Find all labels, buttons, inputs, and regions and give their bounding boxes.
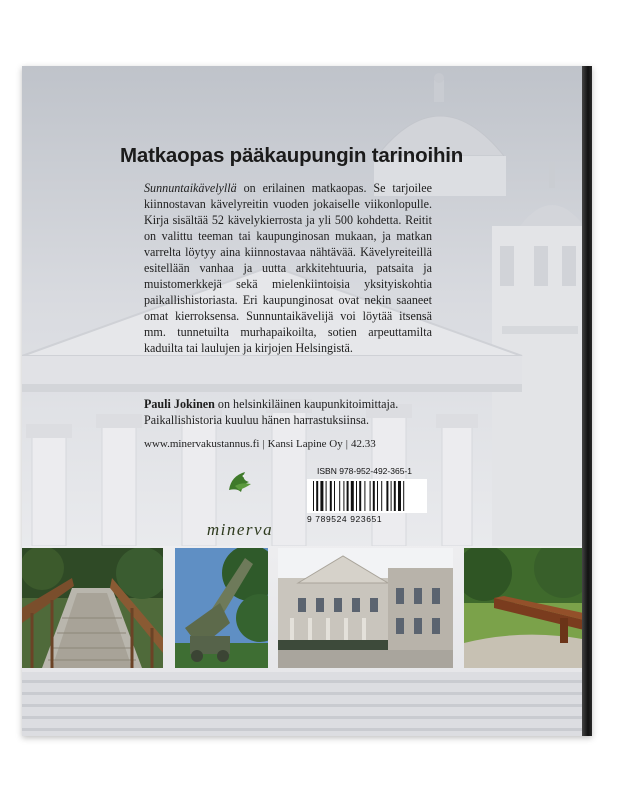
separator: |	[345, 438, 348, 450]
headline: Matkaopas pääkaupungin tarinoihin	[120, 144, 464, 167]
author-name: Pauli Jokinen	[144, 397, 215, 411]
isbn-label: ISBN 978-952-492-365-1	[317, 466, 412, 476]
separator: |	[262, 438, 265, 450]
rusted-steel-sculpture-photo	[464, 548, 588, 668]
neoclassical-building-photo	[278, 548, 453, 668]
book-spine-edge	[582, 66, 592, 736]
cover-credit: Kansi Lapine Oy	[267, 438, 343, 450]
description-text: on erilainen matkaopas. Se tarjoilee kiinnostavan kävelyreitin vuoden jokaiselle viikonlopulle. Kirja sisältää 52 kävelykierrosta ja yli 500 kohdetta. Reitit on valittu teeman tai kaupunginosan mukaan, ja matkan varrelta löytyy aina kiinnostavaa nähtävää. Kävelyreiteillä esitellään vanhaa ja uutta arkkitehtuuria, patsaita ja muistomerkkejä sekä mielenkiintoisia yksityiskohtia paikallishistoriasta. Eri kaupunginosat ovat nekin saaneet omat kierroksensa. Sunnuntaikävelijä voi löytää itsensä mm. tunnetuilta murhapaikoilta, sotien arpeuttamilta kaduilta tai laulujen ja kirjojen Helsingistä.	[144, 181, 432, 355]
description-blurb	[144, 180, 432, 356]
publisher-credits	[144, 438, 464, 450]
publisher-website: www.minervakustannus.fi	[144, 438, 260, 450]
isbn-block	[307, 466, 447, 524]
publisher-logo-text: minerva	[206, 520, 274, 539]
cover-panel	[22, 66, 588, 736]
publisher-logo	[200, 470, 280, 540]
author-info	[144, 396, 444, 428]
book-back-cover	[22, 66, 592, 736]
minerva-bird-logo-icon	[225, 470, 255, 498]
classification-number: 42.33	[350, 438, 376, 450]
book-title-italic: Sunnuntaikävelyllä	[144, 181, 237, 195]
wooden-footbridge-photo	[22, 548, 163, 668]
cathedral-steps-illustration	[22, 672, 588, 736]
ean-barcode-icon	[307, 479, 427, 513]
author-bio: on helsinkiläinen kaupunkitoimittaja. Paikallishistoria kuuluu hänen harrastuksiinsa.	[144, 397, 399, 427]
anti-aircraft-gun-monument-photo	[175, 548, 268, 668]
barcode-digits: 9 789524 923651	[307, 514, 383, 524]
